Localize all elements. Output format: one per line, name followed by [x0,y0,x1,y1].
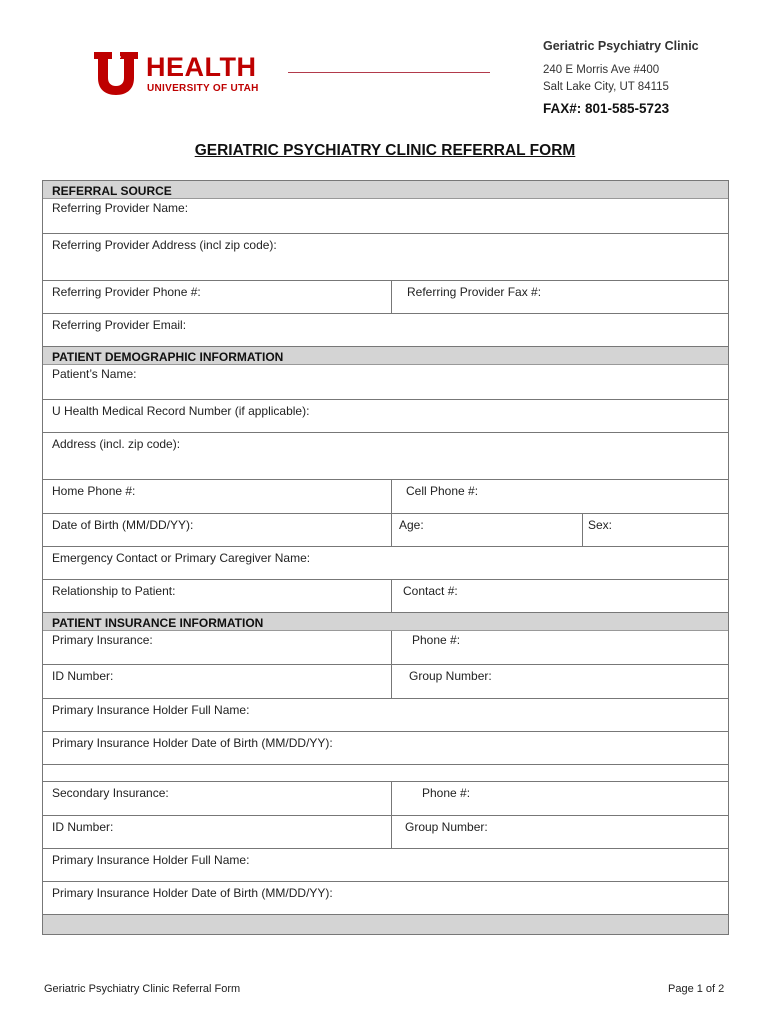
primary-id-number-field[interactable]: ID Number: [52,669,114,683]
closing-gray-band [43,914,728,934]
referring-provider-address-field[interactable]: Referring Provider Address (incl zip code): [52,238,277,252]
referring-provider-email-field[interactable]: Referring Provider Email: [52,318,187,332]
clinic-address-line2: Salt Lake City, UT 84115 [543,81,669,93]
secondary-insurance-phone-field[interactable]: Phone #: [391,782,728,815]
secondary-holder-name-field[interactable]: Primary Insurance Holder Full Name: [52,853,250,867]
primary-holder-dob-field[interactable]: Primary Insurance Holder Date of Birth (MM/DD/YY): [52,736,333,750]
referral-form-table [42,180,729,935]
sex-field[interactable]: Sex: [582,514,728,546]
referral-provider-name-row[interactable] [43,181,728,233]
patient-name-row[interactable] [43,346,728,399]
spacer-row [43,764,728,781]
cell-phone-field[interactable]: Cell Phone #: [391,480,728,513]
secondary-id-number-field[interactable]: ID Number: [52,820,114,834]
date-of-birth-field[interactable]: Date of Birth (MM/DD/YY): [52,518,194,532]
section-header-patient-insurance: PATIENT INSURANCE INFORMATION [43,613,728,631]
form-title: GERIATRIC PSYCHIATRY CLINIC REFERRAL FORM [194,142,576,159]
clinic-address-line1: 240 E Morris Ave #400 [543,64,660,76]
footer-form-name: Geriatric Psychiatry Clinic Referral Form [44,983,241,995]
patient-address-field[interactable]: Address (incl. zip code): [52,437,181,451]
clinic-info [543,38,699,117]
secondary-holder-dob-field[interactable]: Primary Insurance Holder Date of Birth (MM/DD/YY): [52,886,333,900]
logo-wordmark: HEALTH [146,52,257,82]
university-of-utah-health-logo [92,50,262,98]
secondary-insurance-field[interactable]: Secondary Insurance: [52,786,169,800]
secondary-group-number-field[interactable]: Group Number: [391,816,728,848]
footer-page-number: Page 1 of 2 [668,983,725,995]
age-field[interactable]: Age: [391,514,582,546]
referring-provider-name-field[interactable]: Referring Provider Name: [52,201,189,215]
medical-record-number-field[interactable]: U Health Medical Record Number (if applicable): [52,404,310,418]
referring-provider-fax-field[interactable]: Referring Provider Fax #: [391,281,728,313]
contact-number-field[interactable]: Contact #: [391,580,728,612]
section-header-referral-source: REFERRAL SOURCE [43,181,728,199]
logo-subtitle: UNIVERSITY OF UTAH [147,83,259,94]
primary-insurance-phone-field[interactable]: Phone #: [391,631,728,664]
block-u-logo-icon [92,50,140,96]
primary-holder-name-field[interactable]: Primary Insurance Holder Full Name: [52,703,250,717]
home-phone-field[interactable]: Home Phone #: [52,484,136,498]
patient-name-field[interactable]: Patient’s Name: [52,367,137,381]
clinic-fax: FAX#: 801-585-5723 [543,101,670,116]
primary-insurance-field[interactable]: Primary Insurance: [52,633,153,647]
primary-group-number-field[interactable]: Group Number: [391,665,728,698]
referring-provider-phone-field[interactable]: Referring Provider Phone #: [52,285,201,299]
relationship-to-patient-field[interactable]: Relationship to Patient: [52,584,176,598]
header-divider [288,72,490,73]
emergency-contact-field[interactable]: Emergency Contact or Primary Caregiver Name: [52,551,311,565]
clinic-name: Geriatric Psychiatry Clinic [543,39,699,53]
section-header-patient-demographic: PATIENT DEMOGRAPHIC INFORMATION [43,347,728,365]
